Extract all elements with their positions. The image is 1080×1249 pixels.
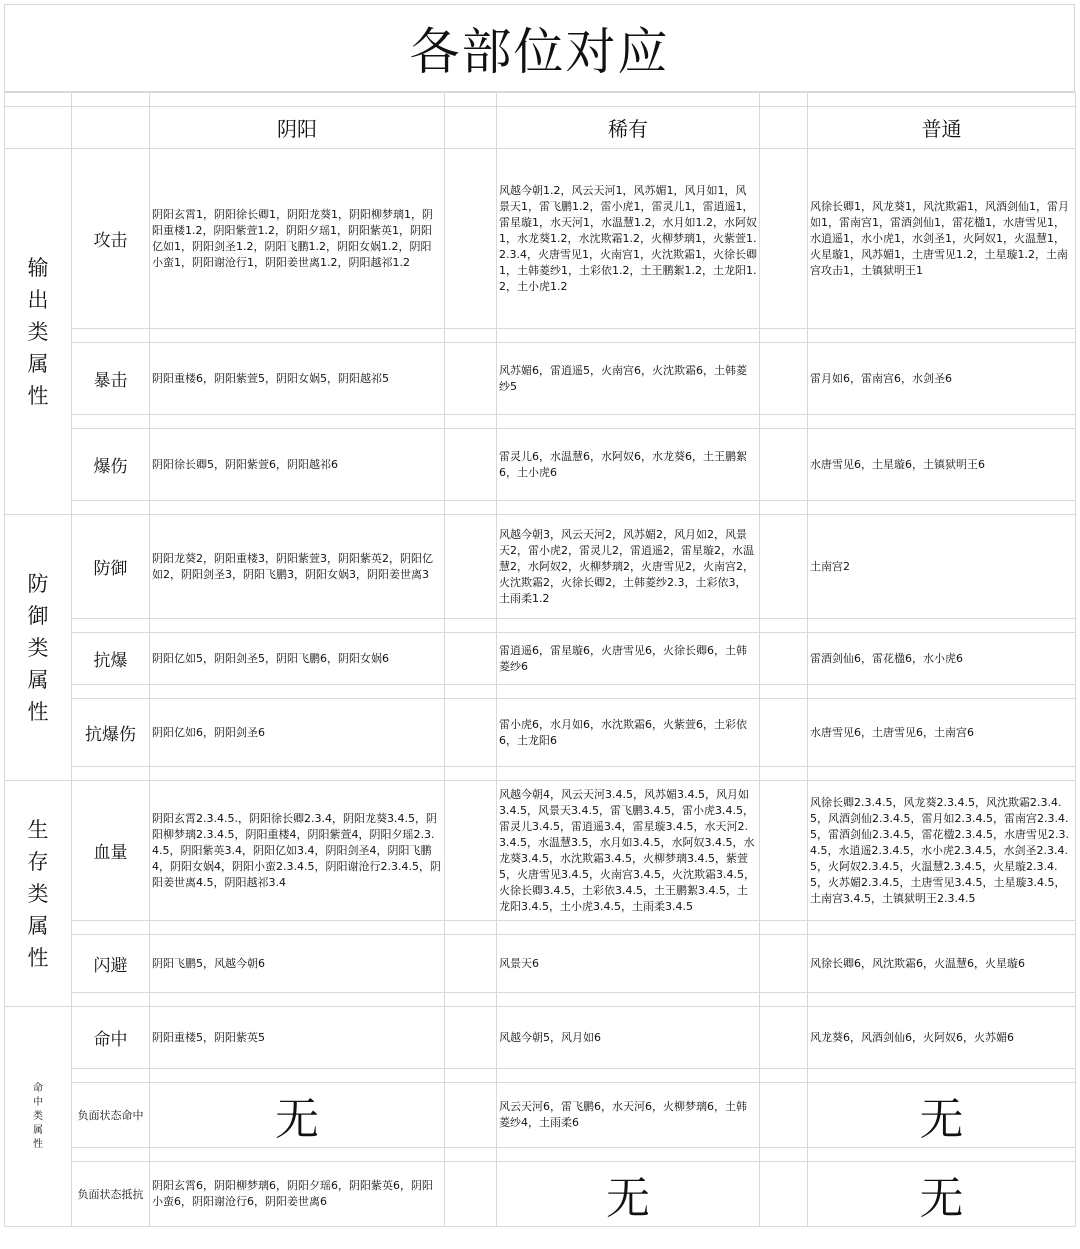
row-spacer (5, 1148, 1076, 1162)
cell-rare: 风景天6 (497, 935, 760, 993)
attr-label: 血量 (72, 781, 150, 921)
row-spacer (5, 685, 1076, 699)
cell-rare: 风越今朝1.2，风云天河1，风苏媚1，风月如1，风景天1，雷飞鹏1.2，雷小虎1，雷灵儿1，雷逍遥1，雷星璇1，水天河1，水温慧1.2，水月如1.2，水阿奴1，水龙葵1.2，水沈欺霜1.2，火柳梦璃1，火紫萱1.2.3.4，火唐雪见1，火南宫1，火沈欺霜1，火徐长卿1，土韩菱纱1，土彩依1.2，土王鹏絮1.2，土龙阳1.2，土小虎1.2 (497, 149, 760, 329)
cell-rare: 雷逍遥6，雷星璇6，火唐雪见6，火徐长卿6，土韩菱纱6 (497, 633, 760, 685)
cell-yinyang: 阴阳玄霄1，阴阳徐长卿1，阴阳龙葵1，阴阳柳梦璃1，阴阳重楼1.2，阴阳紫萱1.2，阴阳夕瑶1，阴阳紫英1，阴阳亿如1，阴阳剑圣1.2，阴阳飞鹏1.2，阴阳女娲1.2，阴阳小蛮1，阴阳谢沧行1，阴阳姜世离1.2，阴阳越祁1.2 (150, 149, 445, 329)
attr-label: 防御 (72, 515, 150, 619)
row-spacer (5, 501, 1076, 515)
category-hit: 命中类属性 (5, 1007, 72, 1227)
category-survival: 生存类属性 (5, 781, 72, 1007)
cell-rare: 风云天河6，雷飞鹏6，水天河6，火柳梦璃6，土韩菱纱4，土雨柔6 (497, 1083, 760, 1148)
attr-label: 负面状态命中 (72, 1083, 150, 1148)
cell-yinyang-none: 无 (150, 1083, 445, 1148)
attribute-table (4, 92, 1076, 1227)
cell-common: 风徐长卿1，风龙葵1，风沈欺霜1，风酒剑仙1，雷月如1，雷南宫1，雷酒剑仙1，雷花楹1，水唐雪见1，水逍遥1，水小虎1，水剑圣1，火阿奴1，火温慧1，火星璇1，风苏媚1，土唐雪见1.2，土星璇1.2，土南宫攻击1，土镇狱明王1 (808, 149, 1076, 329)
cell-yinyang: 阴阳龙葵2，阴阳重楼3，阴阳紫萱3，阴阳紫英2，阴阳亿如2，阴阳剑圣3，阴阳飞鹏3，阴阳女娲3，阴阳姜世离3 (150, 515, 445, 619)
cell-yinyang: 阴阳亿如6，阴阳剑圣6 (150, 699, 445, 767)
category-defense: 防御类属性 (5, 515, 72, 781)
cell-rare: 风越今朝3，风云天河2，风苏媚2，风月如2，风景天2，雷小虎2，雷灵儿2，雷逍遥2，雷星璇2，水温慧2，水阿奴2，火柳梦璃2，火唐雪见2，火南宫2，火沈欺霜2，火徐长卿2，土韩菱纱2.3，土彩依3，土雨柔1.2 (497, 515, 760, 619)
row-spacer (5, 767, 1076, 781)
cell-rare: 风苏媚6，雷逍遥5，火南宫6，火沈欺霜6，土韩菱纱5 (497, 343, 760, 415)
cell-yinyang: 阴阳玄霄6，阴阳柳梦璃6，阴阳夕瑶6，阴阳紫英6，阴阳小蛮6，阴阳谢沧行6，阴阳姜世离6 (150, 1162, 445, 1227)
column-header-rare: 稀有 (497, 107, 760, 149)
attr-label: 暴击 (72, 343, 150, 415)
table-row (5, 935, 1076, 993)
cell-common: 雷月如6，雷南宫6，水剑圣6 (808, 343, 1076, 415)
row-spacer (5, 921, 1076, 935)
attr-label: 抗爆伤 (72, 699, 150, 767)
attr-label: 负面状态抵抗 (72, 1162, 150, 1227)
cell-rare: 风越今朝5，风月如6 (497, 1007, 760, 1069)
cell-common-none: 无 (808, 1162, 1076, 1227)
cell-yinyang: 阴阳亿如5，阴阳剑圣5，阴阳飞鹏6，阴阳女娲6 (150, 633, 445, 685)
cell-yinyang: 阴阳玄霄2.3.4.5.，阴阳徐长卿2.3.4，阴阳龙葵3.4.5，阴阳柳梦璃2.3.4.5，阴阳重楼4，阴阳紫萱4，阴阳夕瑶2.3.4.5，阴阳紫英3.4，阴阳亿如3.4，阴阳剑圣4，阴阳飞鹏4，阴阳女娲4，阴阳小蛮2.3.4.5，阴阳谢沧行2.3.4.5，阴阳姜世离4.5，阴阳越祁3.4 (150, 781, 445, 921)
cell-common-none: 无 (808, 1083, 1076, 1148)
table-row (5, 429, 1076, 501)
column-header-yinyang: 阴阳 (150, 107, 445, 149)
category-output: 输出类属性 (5, 149, 72, 515)
cell-rare: 雷灵儿6，水温慧6，水阿奴6，水龙葵6，土王鹏絮6，土小虎6 (497, 429, 760, 501)
row-spacer (5, 329, 1076, 343)
table-row (5, 699, 1076, 767)
attr-label: 闪避 (72, 935, 150, 993)
row-spacer (5, 415, 1076, 429)
cell-rare: 风越今朝4，风云天河3.4.5，风苏媚3.4.5，风月如3.4.5，风景天3.4.5，雷飞鹏3.4.5，雷小虎3.4.5，雷灵儿3.4.5，雷逍遥3.4，雷星璇3.4.5，水天河2.3.4.5，水温慧3.5，水月如3.4.5，水阿奴3.4.5，水龙葵3.4.5，水沈欺霜3.4.5，火柳梦璃3.4.5，紫萱5，火唐雪见3.4.5，火南宫3.4.5，火沈欺霜3.4.5，火徐长卿3.4.5，土彩依3.4.5，土王鹏絮3.4.5，土龙阳3.4.5，土小虎3.4.5，土雨柔3.4.5 (497, 781, 760, 921)
table-row (5, 781, 1076, 921)
row-spacer (5, 619, 1076, 633)
cell-common: 风龙葵6，风酒剑仙6，火阿奴6，火苏媚6 (808, 1007, 1076, 1069)
attr-label: 抗爆 (72, 633, 150, 685)
header-spacer (5, 93, 1076, 107)
cell-common: 水唐雪见6，土星璇6，土镇狱明王6 (808, 429, 1076, 501)
attr-label: 爆伤 (72, 429, 150, 501)
cell-rare: 雷小虎6，水月如6，水沈欺霜6，火紫萱6，土彩依6，土龙阳6 (497, 699, 760, 767)
cell-rare-none: 无 (497, 1162, 760, 1227)
page-title: 各部位对应 (4, 4, 1075, 92)
attr-label: 命中 (72, 1007, 150, 1069)
cell-common: 风徐长卿2.3.4.5，风龙葵2.3.4.5，风沈欺霜2.3.4.5，风酒剑仙2.3.4.5，雷月如2.3.4.5，雷南宫2.3.4.5，雷酒剑仙2.3.4.5，雷花楹2.3.4.5，水唐雪见2.3.4.5，水逍遥2.3.4.5，水小虎2.3.4.5，水剑圣2.3.4.5，火阿奴2.3.4.5，火温慧2.3.4.5，火星璇2.3.4.5，火苏媚2.3.4.5，土唐雪见3.4.5，土星璇3.4.5，土南宫3.4.5，土镇狱明王2.3.4.5 (808, 781, 1076, 921)
table-row (5, 633, 1076, 685)
table-row (5, 1083, 1076, 1148)
table-row (5, 1007, 1076, 1069)
row-spacer (5, 993, 1076, 1007)
cell-yinyang: 阴阳重楼5，阴阳紫英5 (150, 1007, 445, 1069)
cell-yinyang: 阴阳重楼6，阴阳紫萱5，阴阳女娲5，阴阳越祁5 (150, 343, 445, 415)
row-spacer (5, 1069, 1076, 1083)
cell-common: 土南宫2 (808, 515, 1076, 619)
table-row (5, 1162, 1076, 1227)
cell-yinyang: 阴阳飞鹏5，风越今朝6 (150, 935, 445, 993)
cell-common: 风徐长卿6，风沈欺霜6，火温慧6，火星璇6 (808, 935, 1076, 993)
attr-label: 攻击 (72, 149, 150, 329)
cell-yinyang: 阴阳徐长卿5，阴阳紫萱6，阴阳越祁6 (150, 429, 445, 501)
column-header-row (5, 107, 1076, 149)
cell-common: 雷酒剑仙6，雷花楹6，水小虎6 (808, 633, 1076, 685)
table-row (5, 343, 1076, 415)
table-row (5, 515, 1076, 619)
column-header-common: 普通 (808, 107, 1076, 149)
cell-common: 水唐雪见6，土唐雪见6，土南宫6 (808, 699, 1076, 767)
table-row (5, 149, 1076, 329)
